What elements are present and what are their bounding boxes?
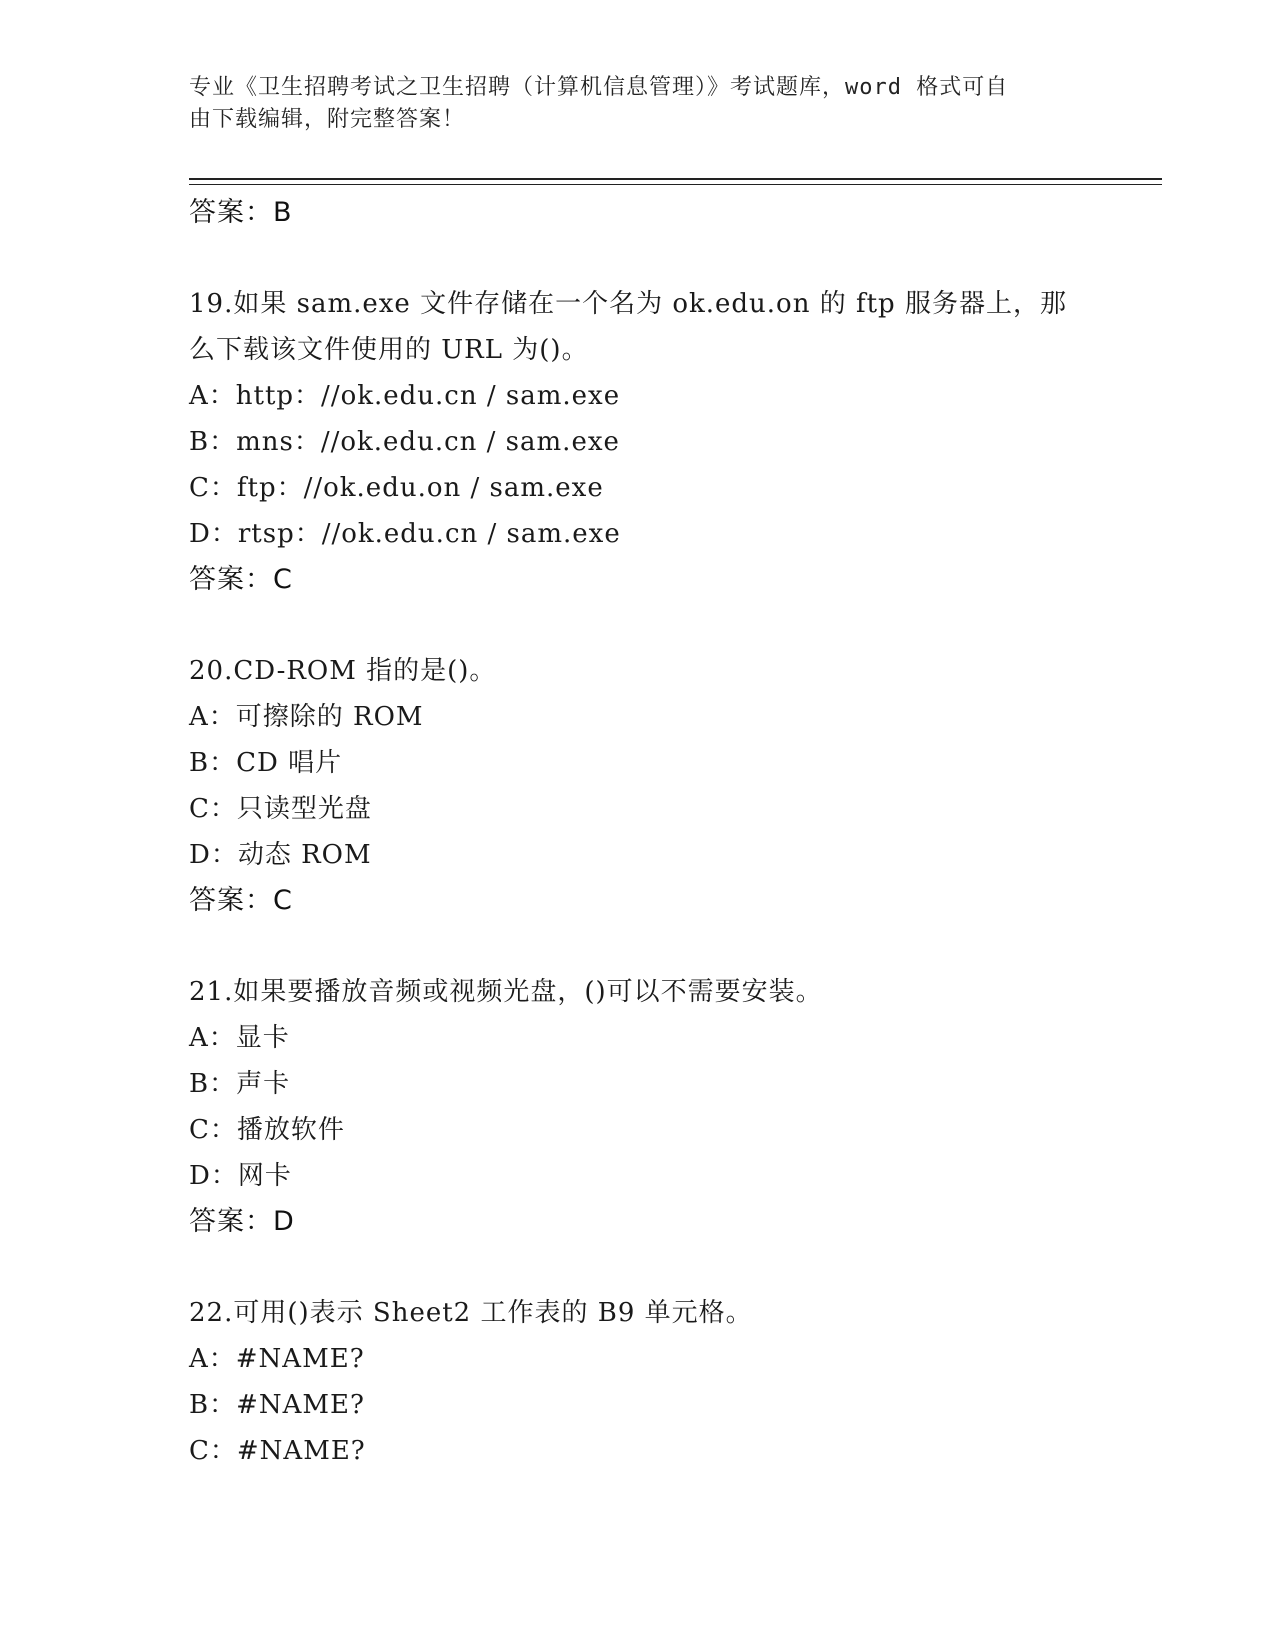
question-19 <box>189 281 1129 602</box>
previous-answer: 答案：B <box>189 197 293 228</box>
question-stem: 22.可用()表示 Sheet2 工作表的 B9 单元格。 <box>189 1298 753 1328</box>
header-divider-thin <box>189 184 1162 185</box>
answer-line: 答案：D <box>189 1206 295 1237</box>
option-c: C：播放软件 <box>189 1115 345 1145</box>
header-line-2: 由下载编辑，附完整答案！ <box>189 107 466 132</box>
option-d: D：动态 ROM <box>189 840 372 870</box>
page-header <box>189 72 1089 136</box>
option-b: B：CD 唱片 <box>189 748 343 778</box>
option-d: D：rtsp：//ok.edu.cn / sam.exe <box>189 519 621 549</box>
option-b: B：声卡 <box>189 1069 291 1099</box>
question-stem: 21.如果要播放音频或视频光盘，()可以不需要安装。 <box>189 977 823 1007</box>
answer-line: 答案：C <box>189 564 293 595</box>
question-stem: 19.如果 sam.exe 文件存储在一个名为 ok.edu.on 的 ftp 服务器上，那 <box>189 289 1067 319</box>
option-a: A：显卡 <box>189 1023 290 1053</box>
question-stem-continued: 么下载该文件使用的 URL 为()。 <box>189 335 589 365</box>
answer-line: 答案：C <box>189 885 293 916</box>
option-c: C：只读型光盘 <box>189 794 372 824</box>
option-c: C：#NAME? <box>189 1436 366 1466</box>
option-a: A：http：//ok.edu.cn / sam.exe <box>189 381 621 411</box>
option-d: D：网卡 <box>189 1161 292 1191</box>
option-b: B：#NAME? <box>189 1390 365 1420</box>
question-20 <box>189 648 1129 923</box>
option-c: C：ftp：//ok.edu.on / sam.exe <box>189 473 604 503</box>
question-stem: 20.CD-ROM 指的是()。 <box>189 656 497 686</box>
question-list <box>189 190 1129 1474</box>
question-22 <box>189 1290 1129 1474</box>
header-divider <box>189 178 1162 180</box>
option-a: A：可擦除的 ROM <box>189 702 424 732</box>
header-line-1: 专业《卫生招聘考试之卫生招聘（计算机信息管理）》考试题库，word 格式可自 <box>189 75 1009 100</box>
option-b: B：mns：//ok.edu.cn / sam.exe <box>189 427 620 457</box>
option-a: A：#NAME? <box>189 1344 365 1374</box>
question-21 <box>189 969 1129 1244</box>
